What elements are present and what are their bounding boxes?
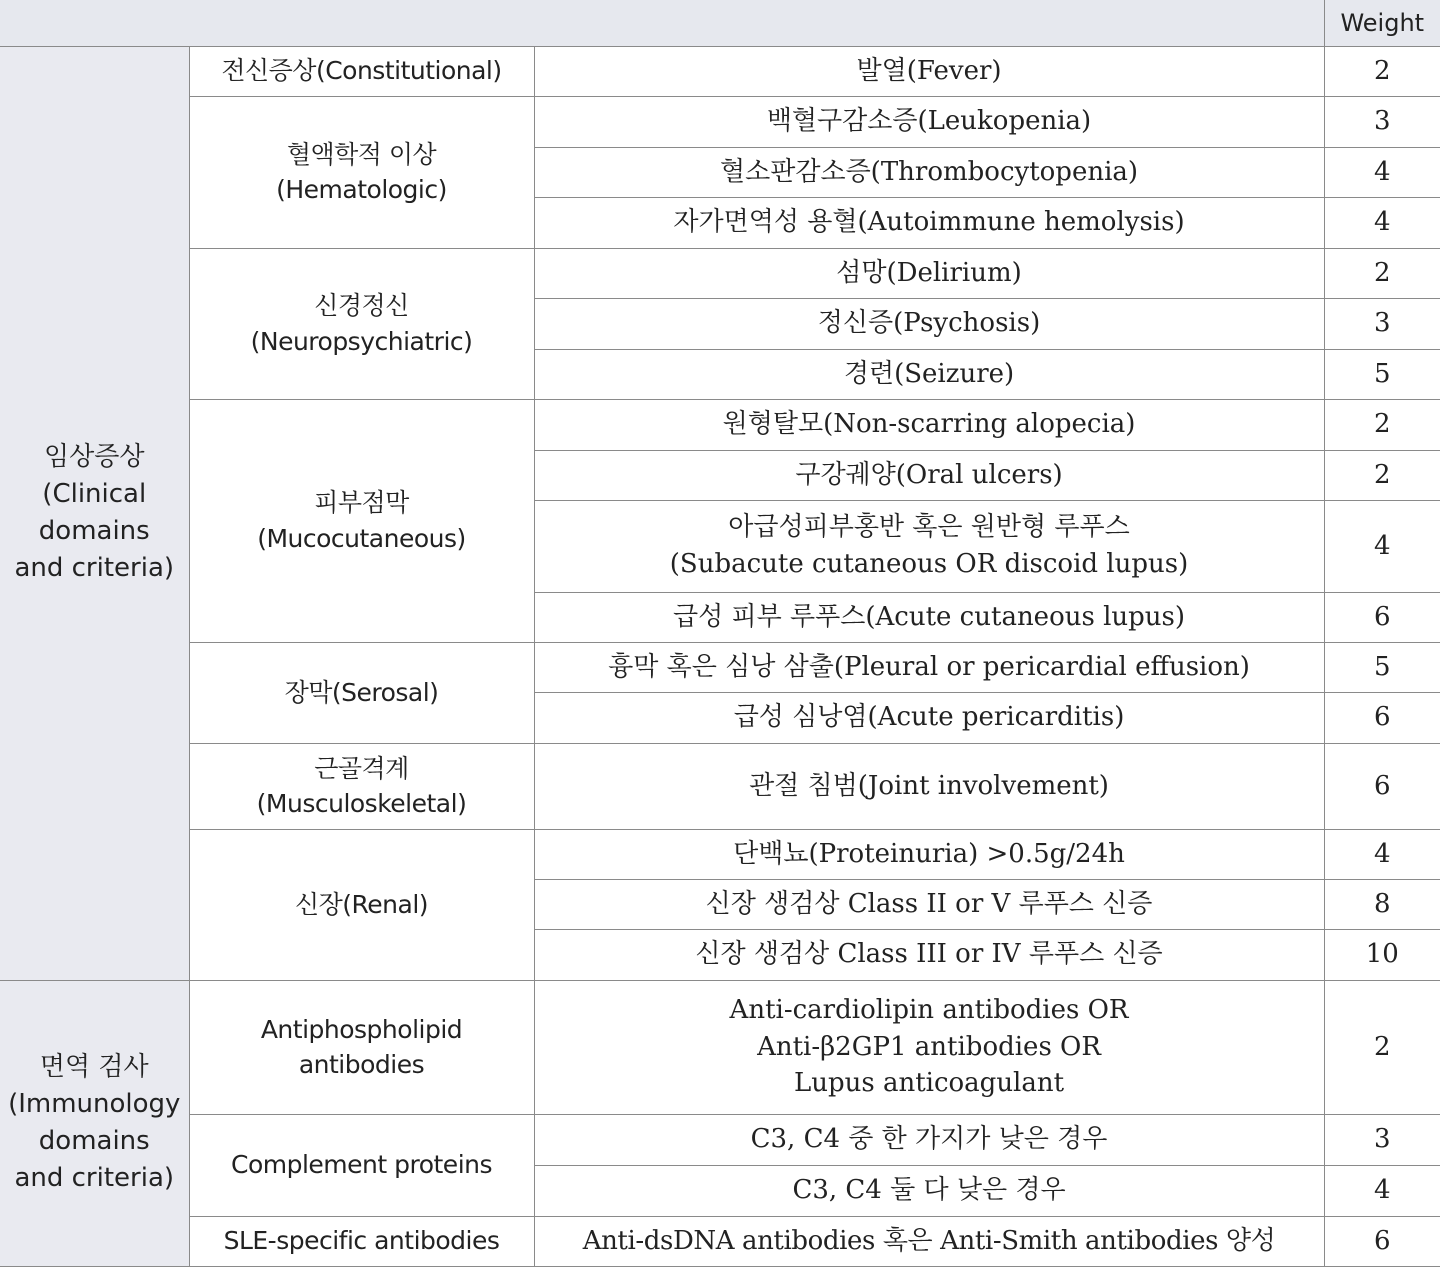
category-complement <box>189 1114 534 1216</box>
criterion-text: 신장 생검상 Class II or V 루푸스 신증 <box>705 888 1153 919</box>
domain-immunology <box>0 980 189 1266</box>
criterion-text: 급성 피부 루푸스(Acute cutaneous lupus) <box>673 601 1186 632</box>
weight-cell: 4 <box>1324 197 1440 248</box>
weight-cell: 6 <box>1324 743 1440 829</box>
criterion-cell <box>534 829 1324 879</box>
criterion-text: (Subacute cutaneous OR discoid lupus) <box>669 549 1189 579</box>
criterion-cell <box>534 879 1324 929</box>
weight-cell: 4 <box>1324 829 1440 879</box>
criterion-text: 신장 생검상 Class III or IV 루푸스 신증 <box>695 939 1163 970</box>
criterion-text: 섬망(Delirium) <box>836 257 1022 288</box>
category-renal <box>189 829 534 980</box>
table-row <box>0 248 1440 298</box>
criterion-cell <box>534 450 1324 500</box>
category-label-line: 전신증상(Constitutional) <box>221 56 502 86</box>
criterion-cell <box>534 248 1324 298</box>
criterion-text: 단백뇨(Proteinuria) >0.5g/24h <box>733 838 1125 869</box>
domain-clinical <box>0 46 189 980</box>
criterion-cell <box>534 642 1324 692</box>
domain-label-line: and criteria) <box>14 552 175 583</box>
category-label-line: (Hematologic) <box>276 175 447 204</box>
criterion-text: Lupus anticoagulant <box>793 1068 1065 1099</box>
criterion-cell <box>534 743 1324 829</box>
criterion-text: Anti-dsDNA antibodies 혹은 Anti-Smith antibodies 양성 <box>582 1225 1276 1256</box>
weight-cell: 4 <box>1324 1165 1440 1216</box>
category-label-line: Complement proteins <box>230 1150 493 1180</box>
criterion-cell <box>534 46 1324 96</box>
criterion-text: C3, C4 둘 다 낮은 경우 <box>792 1175 1066 1206</box>
category-serosal <box>189 642 534 743</box>
category-label-line: 피부점막 <box>314 488 409 517</box>
category-label-line: Antiphospholipid <box>260 1014 463 1044</box>
header-blank <box>0 0 1324 46</box>
table-row <box>0 399 1440 450</box>
weight-cell: 2 <box>1324 399 1440 450</box>
category-label-line: 신경정신 <box>314 291 409 320</box>
category-neuropsychiatric <box>189 248 534 399</box>
criterion-text: 흉막 혹은 심낭 삼출(Pleural or pericardial effusion) <box>608 651 1250 682</box>
category-musculoskeletal <box>189 743 534 829</box>
criterion-cell <box>534 399 1324 450</box>
weight-cell: 8 <box>1324 879 1440 929</box>
criterion-text: 자가면역성 용혈(Autoimmune hemolysis) <box>673 207 1185 238</box>
domain-label-line: and criteria) <box>14 1162 175 1193</box>
weight-cell: 3 <box>1324 298 1440 349</box>
criterion-cell <box>534 980 1324 1114</box>
criterion-text: 경련(Seizure) <box>843 358 1015 389</box>
criterion-text: C3, C4 중 한 가지가 낮은 경우 <box>750 1124 1108 1155</box>
criterion-cell <box>534 1114 1324 1165</box>
domain-label-line: domains <box>38 1126 150 1156</box>
weight-cell: 5 <box>1324 642 1440 692</box>
criterion-cell <box>534 1165 1324 1216</box>
weight-cell: 6 <box>1324 1216 1440 1266</box>
category-mucocutaneous <box>189 399 534 642</box>
criterion-text: 아급성피부홍반 혹은 원반형 루푸스 <box>728 512 1130 543</box>
domain-label-line: (Immunology <box>8 1089 181 1120</box>
weight-cell: 2 <box>1324 450 1440 500</box>
criterion-text: 혈소판감소증(Thrombocytopenia) <box>719 156 1139 187</box>
criterion-cell <box>534 298 1324 349</box>
criterion-text: 발열(Fever) <box>856 55 1002 86</box>
weight-header: Weight <box>1324 0 1440 46</box>
category-label-line: (Mucocutaneous) <box>257 523 466 553</box>
weight-cell: 6 <box>1324 692 1440 743</box>
criterion-text: Anti-cardiolipin antibodies OR <box>729 994 1129 1025</box>
table-row <box>0 642 1440 692</box>
criterion-text: 정신증(Psychosis) <box>817 308 1041 339</box>
criterion-cell <box>534 147 1324 197</box>
criterion-cell <box>534 500 1324 592</box>
criterion-cell <box>534 1216 1324 1266</box>
table-row <box>0 980 1440 1114</box>
table-row <box>0 829 1440 879</box>
category-sle-specific <box>189 1216 534 1266</box>
weight-cell: 5 <box>1324 349 1440 399</box>
weight-cell: 6 <box>1324 592 1440 642</box>
table-row <box>0 96 1440 147</box>
criterion-text: 관절 침범(Joint involvement) <box>749 770 1109 801</box>
criterion-text: 원형탈모(Non-scarring alopecia) <box>722 409 1136 440</box>
header-row <box>0 0 1440 46</box>
table-row <box>0 1216 1440 1266</box>
criterion-cell <box>534 692 1324 743</box>
category-hematologic <box>189 96 534 248</box>
criterion-cell <box>534 929 1324 980</box>
category-label-line: 장막(Serosal) <box>284 677 439 707</box>
criterion-text: 급성 심낭염(Acute pericarditis) <box>733 702 1125 733</box>
criterion-cell <box>534 349 1324 399</box>
category-label-line: (Neuropsychiatric) <box>250 326 473 356</box>
table-row <box>0 743 1440 829</box>
weight-cell: 3 <box>1324 1114 1440 1165</box>
table-row <box>0 46 1440 96</box>
domain-label-line: (Clinical <box>42 479 147 510</box>
domain-label-line: 면역 검사 <box>39 1052 149 1083</box>
criterion-cell <box>534 96 1324 147</box>
category-label-line: 혈액학적 이상 <box>286 139 437 169</box>
category-antiphospholipid <box>189 980 534 1114</box>
weight-cell: 10 <box>1324 929 1440 980</box>
criterion-text: 백혈구감소증(Leukopenia) <box>766 106 1092 137</box>
criterion-cell <box>534 197 1324 248</box>
weight-cell: 4 <box>1324 500 1440 592</box>
weight-cell: 2 <box>1324 248 1440 298</box>
weight-cell: 2 <box>1324 980 1440 1114</box>
category-label-line: antibodies <box>298 1050 425 1079</box>
criterion-cell <box>534 592 1324 642</box>
domain-label-line: domains <box>38 516 150 546</box>
category-label-line: (Musculoskeletal) <box>256 789 467 818</box>
criterion-text: Anti-β2GP1 antibodies OR <box>757 1031 1101 1062</box>
weight-cell: 4 <box>1324 147 1440 197</box>
domain-label-line: 임상증상 <box>44 442 145 473</box>
weight-cell: 2 <box>1324 46 1440 96</box>
table-row <box>0 1114 1440 1165</box>
category-constitutional <box>189 46 534 96</box>
category-label-line: 근골격계 <box>314 753 409 783</box>
weight-cell: 3 <box>1324 96 1440 147</box>
category-label-line: 신장(Renal) <box>294 889 429 919</box>
category-label-line: SLE-specific antibodies <box>223 1226 500 1256</box>
criterion-text: 구강궤양(Oral ulcers) <box>795 459 1063 490</box>
